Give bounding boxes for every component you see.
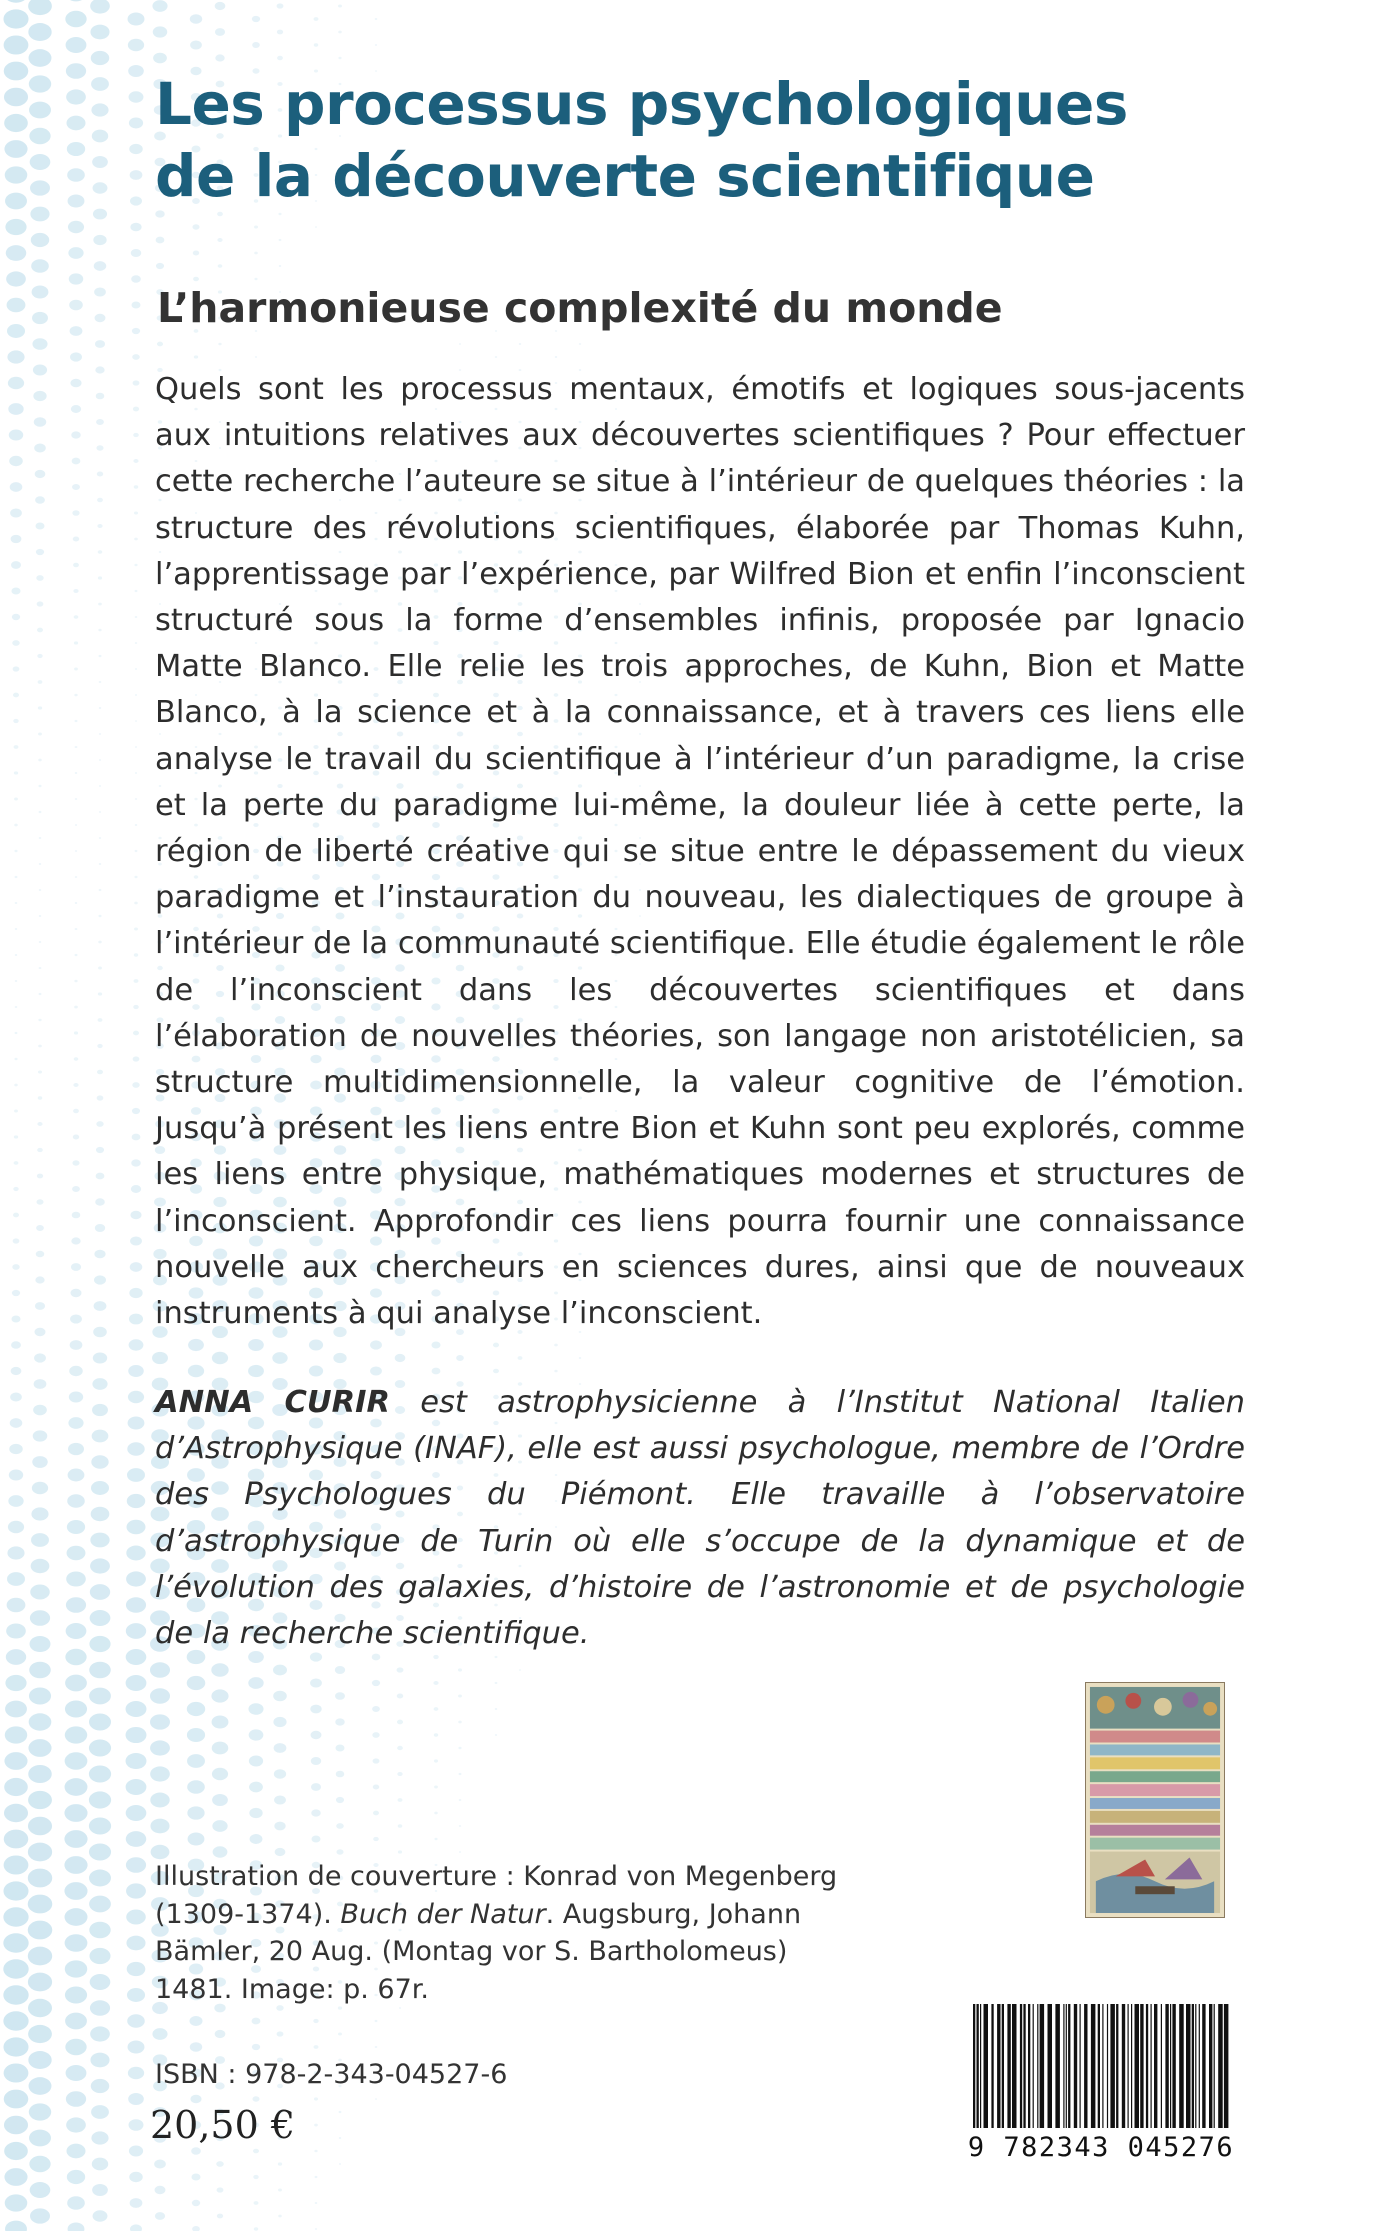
isbn-label: ISBN : 978-2-343-04527-6 <box>155 2059 508 2090</box>
author-name: ANNA CURIR <box>155 1385 390 1420</box>
illustration-credits <box>155 1858 875 2008</box>
price-label: 20,50 € <box>150 2103 296 2147</box>
book-description: Quels sont les processus mentaux, émotifs et logiques sous-jacents aux intuitions relatives aux découvertes scientifiques ? Pour effectuer cette recherche l’auteure se situe à l’intérieur de quelques théories : la structure des révolutions scientifiques, élaborée par Thomas Kuhn, l’apprentissage par l’expérience, par Wilfred Bion et enfin l’inconscient structuré sous la forme d’ensembles infinis, proposée par Ignacio Matte Blanco. Elle relie les trois approches, de Kuhn, Bion et Matte Blanco, à la science et à la connaissance, et à travers ces liens elle analyse le travail du scientifique à l’intérieur d’un paradigme, la crise et la perte du paradigme lui-même, la douleur liée à cette perte, la région de liberté créative qui se situe entre le dépassement du vieux paradigme et l’instauration du nouveau, les dialectiques de groupe à l’intérieur de la communauté scientifique. Elle étudie également le rôle de l’inconscient dans les découvertes scientifiques et dans l’élaboration de nouvelles théories, son langage non aristotélicien, sa structure multidimensionnelle, la valeur cognitive de l’émotion. Jusqu’à présent les liens entre Bion et Kuhn sont peu explorés, comme les liens entre physique, mathématiques modernes et structures de l’inconscient. Approfondir ces liens pourra fournir une connaissance nouvelle aux chercheurs en sciences dures, ainsi que de nouveaux instruments à qui analyse l’inconscient. <box>155 372 1245 1332</box>
book-title-line-1: Les processus psychologiques <box>155 70 1128 138</box>
credits-line-4: 1481. Image: p. 67r. <box>155 1973 429 2005</box>
credits-line-1: Illustration de couverture : Konrad von Megenberg <box>155 1861 838 1892</box>
cover-illustration-thumbnail <box>1085 1682 1225 1918</box>
credits-line-3: Bämler, 20 Aug. (Montag vor S. Bartholomeus) <box>155 1936 788 1967</box>
author-bio <box>155 1380 1245 1657</box>
credits-line-2: (1309-1374). Buch der Natur. Augsburg, Johann <box>155 1898 802 1930</box>
book-title <box>155 68 1245 212</box>
isbn-barcode <box>967 2000 1235 2170</box>
barcode-digits: 9 782343 045276 <box>967 2132 1235 2163</box>
book-title-line-2: de la découverte scientifique <box>155 142 1095 210</box>
book-subtitle: L’harmonieuse complexité du monde <box>157 284 1003 332</box>
barcode-bars <box>967 2000 1235 2130</box>
credits-work-title: Buch der Natur <box>340 1898 546 1930</box>
author-bio-text: est astrophysicienne à l’Institut National Italien d’Astrophysique (INAF), elle est aussi psychologue, membre de l’Ordre des Psychologues du Piémont. Elle travaille à l’observatoire d’astrophysique de Turin où elle s’occupe de la dynamique et de l’évolution des galaxies, d’histoire de l’astronomie et de psychologie de la recherche scientifique. <box>155 1385 1245 1652</box>
medieval-illustration-image <box>1086 1683 1224 1917</box>
